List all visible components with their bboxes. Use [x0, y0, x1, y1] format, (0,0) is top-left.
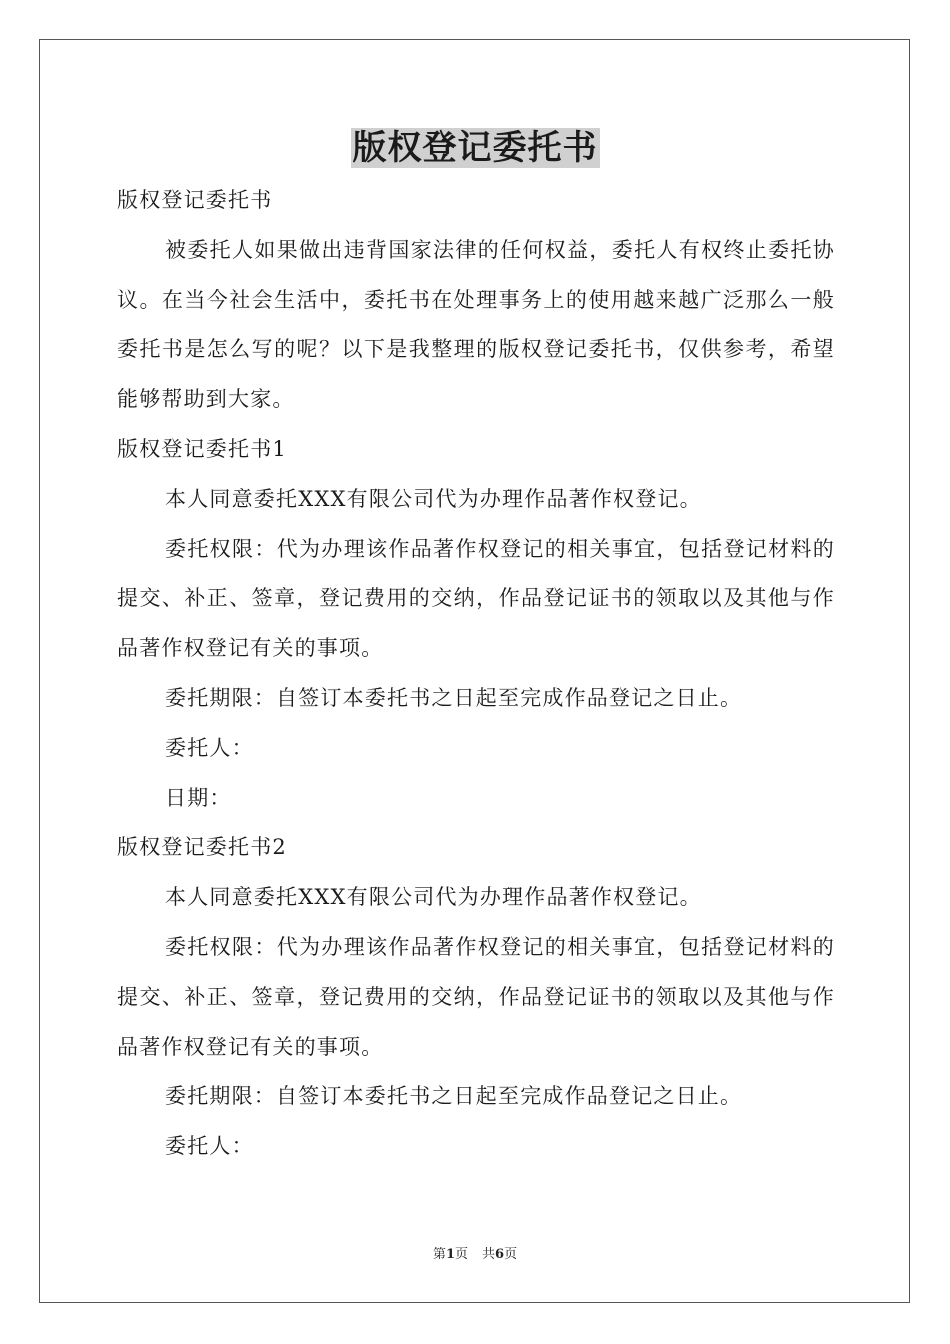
paragraph: 委托权限：代为办理该作品著作权登记的相关事宜，包括登记材料的提交、补正、签章，登记费用的交纳，作品登记证书的领取以及其他与作品著作权登记有关的事项。	[117, 934, 835, 1059]
paragraph: 本人同意委托XXX有限公司代为办理作品著作权登记。	[165, 885, 702, 910]
page-current: 1	[445, 1247, 455, 1262]
page-footer	[0, 1246, 950, 1264]
paragraph: 版权登记委托书	[117, 188, 273, 212]
total-suffix: 页	[504, 1247, 518, 1262]
title-wrap	[0, 128, 950, 168]
paragraph: 委托期限：自签订本委托书之日起至完成作品登记之日止。	[165, 1084, 743, 1109]
paragraph: 被委托人如果做出违背国家法律的任何权益，委托人有权终止委托协议。在当今社会生活中，委托书在处理事务上的使用越来越广泛那么一般委托书是怎么写的呢？以下是我整理的版权登记委托书，仅供参考，希望能够帮助到大家。	[117, 237, 835, 412]
section-heading: 版权登记委托书2	[117, 835, 287, 860]
signature-line: 委托人：	[165, 1134, 254, 1159]
page-prefix: 第	[432, 1247, 446, 1262]
document-body	[117, 176, 835, 1172]
paragraph: 本人同意委托XXX有限公司代为办理作品著作权登记。	[165, 486, 702, 511]
page-suffix: 页	[454, 1247, 468, 1262]
paragraph: 委托期限：自签订本委托书之日起至完成作品登记之日止。	[165, 685, 743, 710]
section-heading: 版权登记委托书1	[117, 436, 287, 461]
page-total: 6	[495, 1247, 505, 1262]
date-line: 日期：	[165, 785, 232, 810]
total-prefix: 共	[482, 1247, 496, 1262]
signature-line: 委托人：	[165, 735, 254, 760]
document-title: 版权登记委托书	[352, 128, 598, 168]
paragraph: 委托权限：代为办理该作品著作权登记的相关事宜，包括登记材料的提交、补正、签章，登记费用的交纳，作品登记证书的领取以及其他与作品著作权登记有关的事项。	[117, 536, 835, 661]
